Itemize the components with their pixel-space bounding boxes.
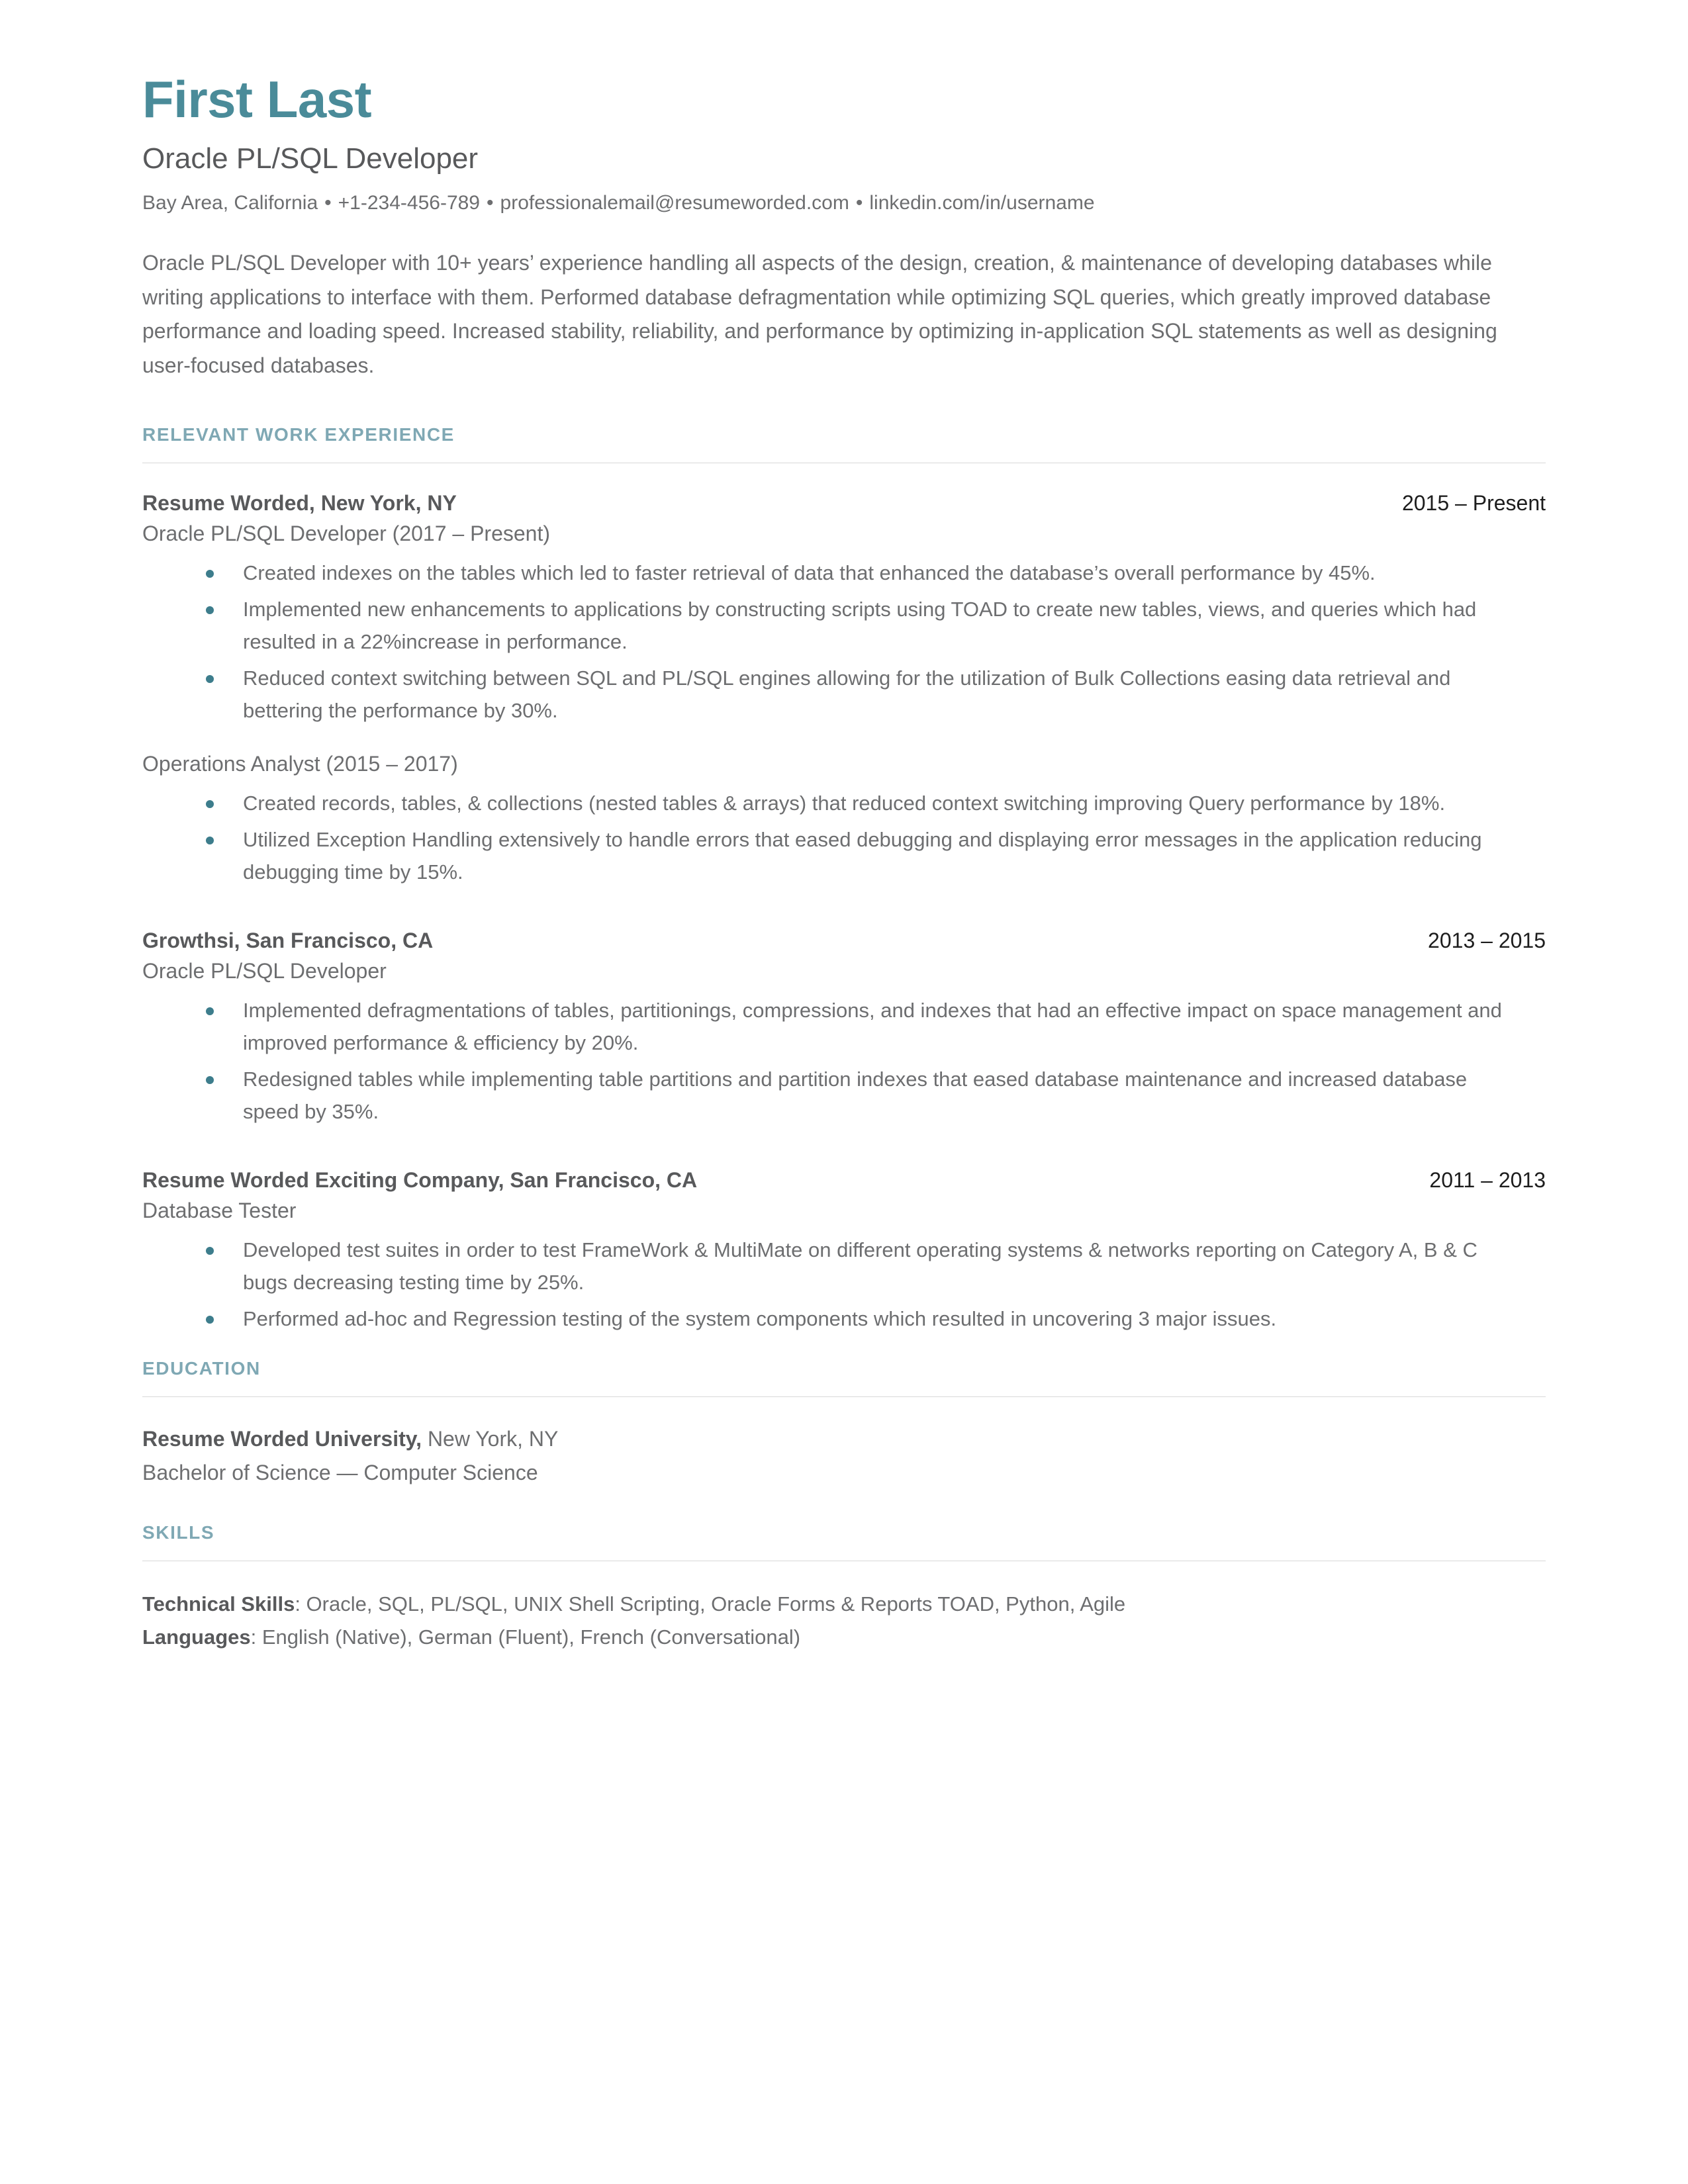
employment-dates: 2011 – 2013	[1429, 1168, 1546, 1193]
experience-header-row	[142, 1168, 1546, 1193]
list-item: Implemented new enhancements to applications by constructing scripts using TOAD to create new tables, views, and queries which had resulted in a 22%increase in performance.	[206, 594, 1523, 659]
achievement-list	[142, 1234, 1523, 1336]
achievement-list-secondary	[142, 788, 1523, 889]
experience-header-row	[142, 491, 1546, 516]
employment-dates: 2013 – 2015	[1428, 929, 1546, 953]
section-divider-education	[142, 1396, 1546, 1397]
skills-technical	[142, 1589, 1546, 1619]
achievement-list	[142, 557, 1523, 727]
list-item: Performed ad-hoc and Regression testing of the system components which resulted in uncovering 3 major issues.	[206, 1303, 1523, 1336]
skills-technical-label: Technical Skills	[142, 1592, 295, 1615]
contact-line	[142, 190, 1546, 216]
list-item: Created indexes on the tables which led to faster retrieval of data that enhanced the database’s overall performance by 45%.	[206, 557, 1523, 590]
job-role-title: Oracle PL/SQL Developer	[142, 959, 387, 983]
contact-separator-1: •	[324, 191, 332, 214]
list-item: Implemented defragmentations of tables, partitionings, compressions, and indexes that had an effective impact on space management and improved performance & efficiency by 20%.	[206, 995, 1523, 1060]
list-item: Reduced context switching between SQL and PL/SQL engines allowing for the utilization of Bulk Collections easing data retrieval and bettering the performance by 30%.	[206, 662, 1523, 727]
contact-linkedin[interactable]: linkedin.com/in/username	[869, 191, 1095, 214]
company-name: Growthsi, San Francisco, CA	[142, 929, 434, 953]
job-role-title-secondary: Operations Analyst (2015 – 2017)	[142, 752, 458, 776]
contact-phone: +1-234-456-789	[338, 191, 480, 214]
section-heading-education: EDUCATION	[142, 1358, 261, 1379]
list-item: Developed test suites in order to test FrameWork & MultiMate on different operating systems & networks reporting on Category A, B & C bugs decreasing testing time by 25%.	[206, 1234, 1523, 1299]
professional-summary: Oracle PL/SQL Developer with 10+ years’ experience handling all aspects of the design, creation, & maintenance of developing databases while writing applications to interface with them. Performed database defragmentation while optimizing SQL queries, which greatly improved database performance and loading speed. Increased stability, reliability, and performance by optimizing in-application SQL statements as well as designing user-focused databases.	[142, 250, 1497, 378]
achievement-list	[142, 995, 1523, 1128]
job-role-title: Database Tester	[142, 1199, 297, 1223]
skills-languages-label: Languages	[142, 1625, 251, 1649]
candidate-job-title: Oracle PL/SQL Developer	[142, 142, 479, 175]
job-role-title: Oracle PL/SQL Developer (2017 – Present)	[142, 522, 551, 545]
employment-dates: 2015 – Present	[1401, 491, 1546, 515]
list-item: Utilized Exception Handling extensively to handle errors that eased debugging and displaying error messages in the application reducing debugging time by 15%.	[206, 824, 1523, 889]
section-heading-skills: SKILLS	[142, 1522, 215, 1543]
education-degree: Bachelor of Science — Computer Science	[142, 1461, 538, 1485]
experience-entry	[142, 491, 1546, 889]
spacer	[142, 1151, 1546, 1168]
company-name: Resume Worded, New York, NY	[142, 491, 457, 515]
experience-entry	[142, 1168, 1546, 1336]
list-item: Redesigned tables while implementing table partitions and partition indexes that eased database maintenance and increased database speed by 35%.	[206, 1064, 1523, 1128]
contact-separator-3: •	[855, 191, 863, 214]
section-heading-experience: RELEVANT WORK EXPERIENCE	[142, 424, 455, 445]
experience-entry	[142, 929, 1546, 1128]
contact-location: Bay Area, California	[142, 191, 318, 214]
skills-languages	[142, 1622, 1546, 1653]
education-school-location: New York, NY	[422, 1427, 559, 1451]
skills-technical-value: : Oracle, SQL, PL/SQL, UNIX Shell Scripting, Oracle Forms & Reports TOAD, Python, Agile	[295, 1592, 1126, 1615]
education-school-name: Resume Worded University,	[142, 1427, 422, 1451]
contact-email[interactable]: professionalemail@resumeworded.com	[500, 191, 849, 214]
spacer	[142, 911, 1546, 929]
experience-header-row	[142, 929, 1546, 953]
list-item: Created records, tables, & collections (nested tables & arrays) that reduced context switching improving Query performance by 18%.	[206, 788, 1523, 820]
education-school	[142, 1425, 1546, 1453]
skills-languages-value: : English (Native), German (Fluent), French (Conversational)	[250, 1625, 801, 1649]
contact-separator-2: •	[487, 191, 494, 214]
page-title: First Last	[142, 70, 372, 128]
company-name: Resume Worded Exciting Company, San Francisco, CA	[142, 1168, 698, 1193]
